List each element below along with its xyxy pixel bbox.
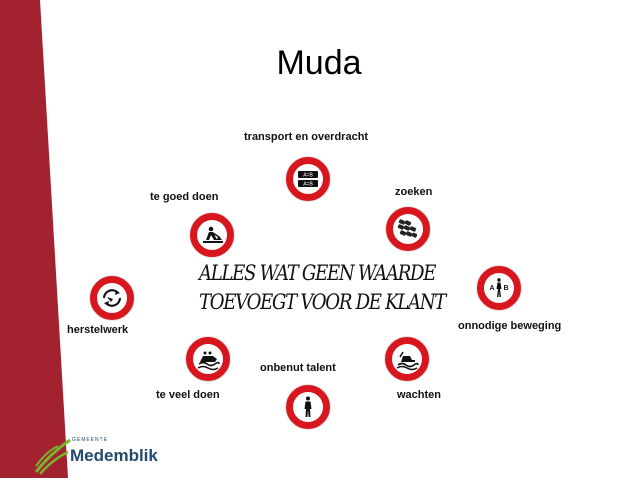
herstelwerk-sign-icon <box>90 276 134 320</box>
zoeken-sign-icon <box>386 207 430 251</box>
label-wachten: wachten <box>397 389 442 401</box>
medemblik-logo <box>34 430 164 476</box>
label-transport: transport en overdracht <box>244 131 369 143</box>
slogan <box>199 259 445 317</box>
wachten-sign-icon <box>385 337 429 381</box>
label-te-veel-doen: te veel doen <box>156 389 220 401</box>
label-zoeken: zoeken <box>395 186 433 198</box>
label-herstelwerk: herstelwerk <box>67 324 129 336</box>
te-veel-doen-sign-icon <box>186 337 230 381</box>
label-te-goed-doen: te goed doen <box>150 191 219 203</box>
logo-subtitle: GEMEENTE <box>72 437 109 443</box>
beweging-sign-text-a: A <box>489 285 495 292</box>
slide-title: Muda <box>276 44 362 82</box>
label-onbenut-talent: onbenut talent <box>260 362 336 374</box>
transport-sign-text-bottom: A=B <box>303 181 313 188</box>
onbenut-talent-sign-icon <box>286 385 330 429</box>
onnodige-beweging-sign-icon <box>477 266 521 310</box>
transport-sign-text-top: A=B <box>303 172 313 179</box>
label-onnodige-beweging: onnodige beweging <box>458 320 562 332</box>
slogan-line-1: ALLES WAT GEEN WAARDE <box>199 261 436 285</box>
te-goed-doen-sign-icon <box>190 213 234 257</box>
logo-name: Medemblik <box>70 446 158 465</box>
slogan-line-2: TOEVOEGT VOOR DE KLANT <box>199 290 446 314</box>
transport-sign-icon <box>286 157 330 201</box>
beweging-sign-text-b: B <box>503 285 509 292</box>
logo-leaves-icon <box>34 430 72 476</box>
